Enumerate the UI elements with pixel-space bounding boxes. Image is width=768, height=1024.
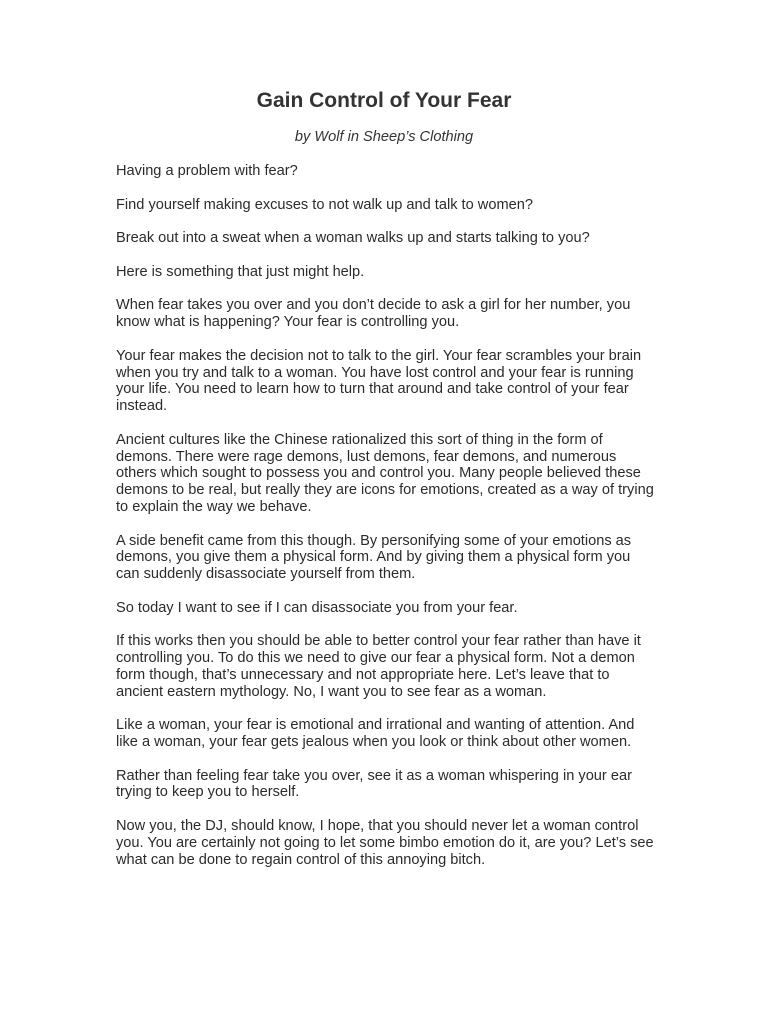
paragraph: Now you, the DJ, should know, I hope, that you should never let a woman control you. You are certainly not going to let some bimbo emotion do it, are you? Let’s see what can be done to regain control of this annoying bitch. — [116, 818, 654, 868]
paragraph: When fear takes you over and you don’t decide to ask a girl for her number, you know what is happening? Your fear is controlling you. — [116, 297, 631, 331]
paragraph: Like a woman, your fear is emotional and irrational and wanting of attention. And like a woman, your fear gets jealous when you look or think about other women. — [116, 717, 635, 751]
paragraph: A side benefit came from this though. By personifying some of your emotions as demons, you give them a physical form. And by giving them a physical form you can suddenly disassociate yourself from them. — [116, 532, 632, 583]
paragraph: Rather than feeling fear take you over, see it as a woman whispering in your ear trying to keep you to herself. — [116, 767, 632, 801]
paragraph: Having a problem with fear? — [116, 163, 298, 179]
document-title: Gain Control of Your Fear — [256, 89, 512, 112]
paragraph: Break out into a sweat when a woman walks up and starts talking to you? — [116, 230, 590, 247]
document-body — [116, 163, 656, 885]
document-byline: by Wolf in Sheep’s Clothing — [294, 129, 474, 145]
paragraph: Ancient cultures like the Chinese rationalized this sort of thing in the form of demons. There were rage demons, lust demons, fear demons, and numerous others which sought to possess you and control you. Many people believed these demons to be real, but really they are icons for emotions, created as a way of trying to explain the way we behave. — [116, 431, 654, 515]
paragraph: So today I want to see if I can disassociate you from your fear. — [116, 599, 518, 616]
paragraph: If this works then you should be able to better control your fear rather than have it controlling you. To do this we need to give our fear a physical form. Not a demon form though, that’s unnecessary and not appropriate here. Let’s leave that to ancient eastern mythology. No, I want you to see fear as a woman. — [116, 633, 641, 700]
paragraph: Your fear makes the decision not to talk to the girl. Your fear scrambles your brain when you try and talk to a woman. You have lost control and your fear is running your life. You need to learn how to turn that around and take control of your fear instead. — [116, 347, 642, 415]
paragraph: Here is something that just might help. — [116, 263, 365, 280]
paragraph: Find yourself making excuses to not walk up and talk to women? — [116, 196, 533, 213]
